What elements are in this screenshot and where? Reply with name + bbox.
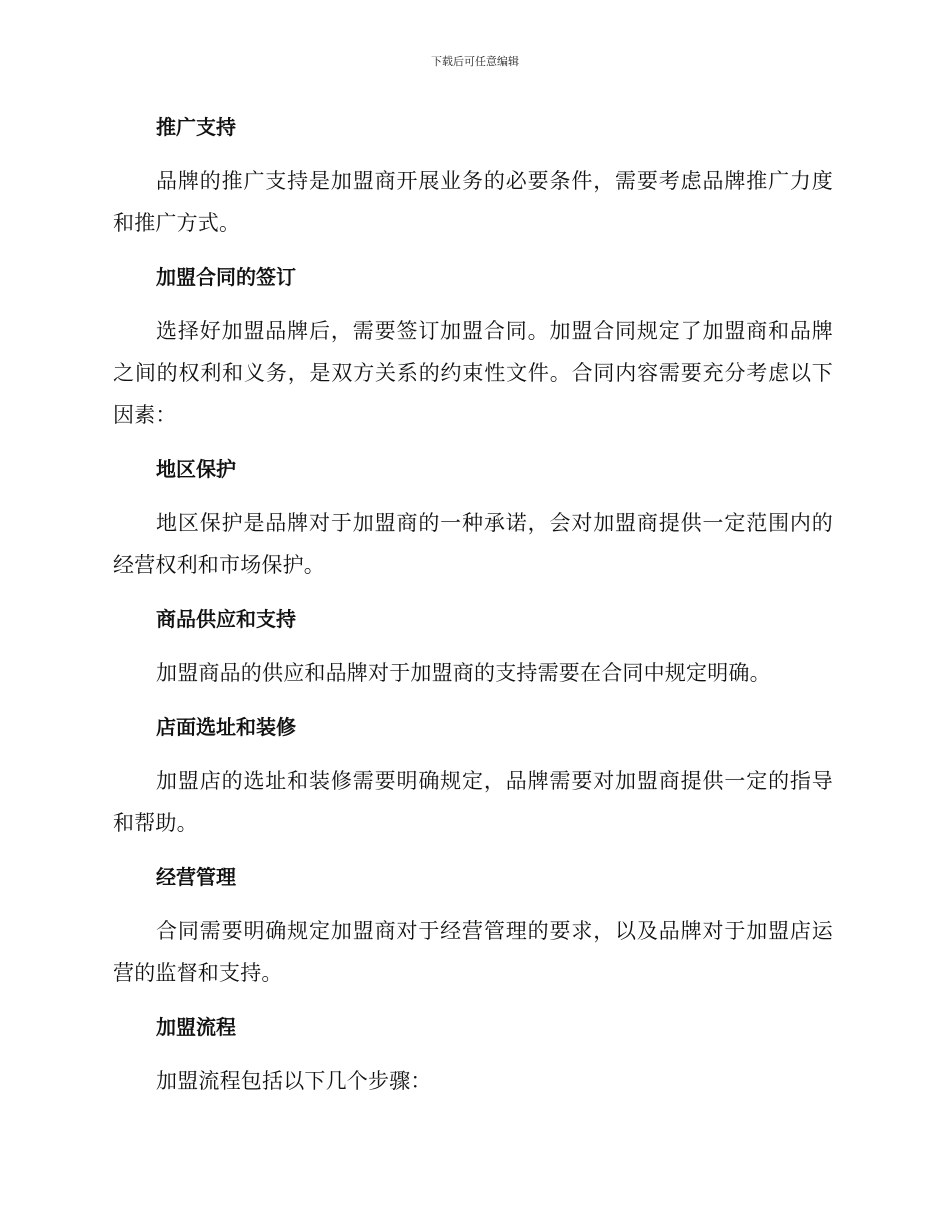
section-heading-operations-management: 经营管理	[156, 865, 236, 889]
section-paragraph-territory-protection: 地区保护是品牌对于加盟商的一种承诺，会对加盟商提供一定范围内的经营权利和市场保护。	[113, 511, 833, 577]
section-paragraph-contract-signing: 选择好加盟品牌后，需要签订加盟合同。加盟合同规定了加盟商和品牌之间的权利和义务，是双方关系的约束性文件。合同内容需要充分考虑以下因素：	[113, 319, 833, 427]
section-paragraph-promotion-support: 品牌的推广支持是加盟商开展业务的必要条件，需要考虑品牌推广力度和推广方式。	[113, 169, 833, 235]
section-paragraph-store-site-decoration: 加盟店的选址和装修需要明确规定，品牌需要对加盟商提供一定的指导和帮助。	[113, 769, 833, 835]
section-heading-promotion-support: 推广支持	[156, 115, 236, 139]
section-heading-territory-protection: 地区保护	[156, 457, 236, 481]
section-heading-supply-support: 商品供应和支持	[156, 607, 296, 631]
section-heading-franchise-process: 加盟流程	[156, 1015, 236, 1039]
section-paragraph-franchise-process: 加盟流程包括以下几个步骤：	[156, 1069, 432, 1093]
document-body	[113, 106, 833, 1114]
section-paragraph-operations-management: 合同需要明确规定加盟商对于经营管理的要求，以及品牌对于加盟店运营的监督和支持。	[113, 919, 833, 985]
page-header-note: 下载后可任意编辑	[431, 55, 519, 68]
section-heading-contract-signing: 加盟合同的签订	[156, 265, 296, 289]
section-paragraph-supply-support: 加盟商品的供应和品牌对于加盟商的支持需要在合同中规定明确。	[156, 661, 771, 685]
section-heading-store-site-decoration: 店面选址和装修	[156, 715, 296, 739]
